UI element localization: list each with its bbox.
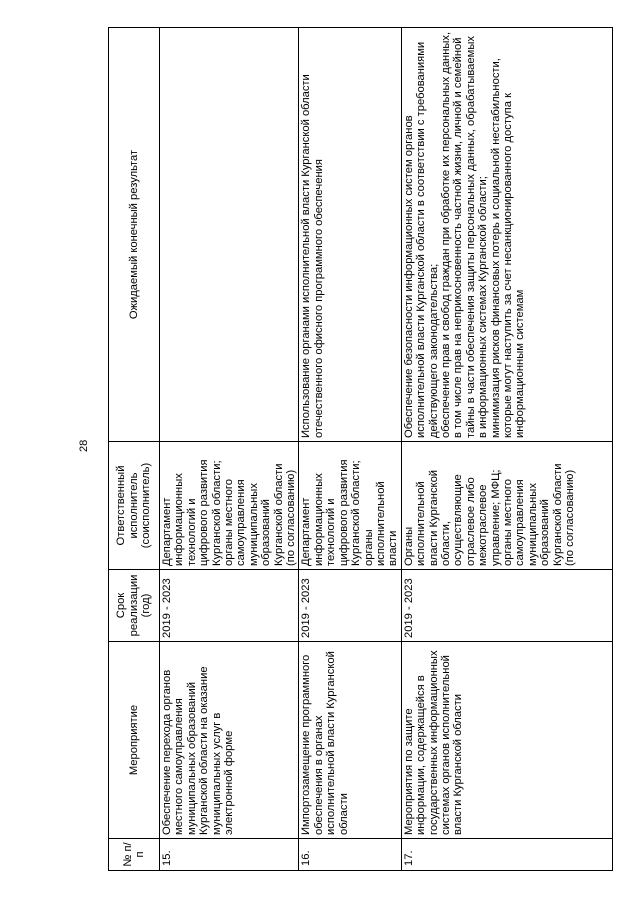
row-result (160, 28, 299, 442)
row-num: 17. (401, 839, 612, 871)
header-num: № п/п (109, 839, 160, 871)
table-header-row (109, 28, 160, 871)
header-result: Ожидаемый конечный результат (109, 28, 160, 442)
row-period: 2019 - 2023 (299, 570, 401, 642)
header-event: Мероприятие (109, 642, 160, 839)
row-num: 16. (299, 839, 401, 871)
row-event: Импортозамещение программного обеспечения в органах исполнительной власти Курганской области (299, 642, 401, 839)
header-period: Срок реализации (год) (109, 570, 160, 642)
row-result: Использование органами исполнительной власти Курганской области отечественного офисного программного обеспечения (299, 28, 401, 442)
landscape-sheet (108, 28, 613, 871)
row-period: 2019 - 2023 (401, 570, 612, 642)
table-row (299, 28, 401, 871)
row-responsible: Департамент информационных технологий и цифрового развития Курганской области; органы местного самоуправления муниципальных образований Курганской области (по согласованию) (160, 442, 299, 570)
row-event: Мероприятия по защите информации, содержащейся в государственных информационных системах органов исполнительной власти Курганской области (401, 642, 612, 839)
row-event: Обеспечение перехода органов местного самоуправления муниципальных образований Курганской области на оказание муниципальных услуг в электронной форме (160, 642, 299, 839)
header-responsible: Ответственный исполнитель (соисполнитель) (109, 442, 160, 570)
row-responsible: Органы исполнительной власти Курганской области, осуществляющие отраслевое либо межотраслевое управление; МФЦ; органы местного самоуправления муниципальных образований Курганской области (по согласованию) (401, 442, 612, 570)
row-responsible: Департамент информационных технологий и цифрового развития Курганской области; органы исполнительной власти (299, 442, 401, 570)
row-result (401, 28, 612, 442)
table-row (401, 28, 612, 871)
table-row (160, 28, 299, 871)
row-num: 15. (160, 839, 299, 871)
result-line: обеспечение прав и свобод граждан при обработке их персональных данных, в том числе прав на неприкосновенность частной жизни, личной и семейной тайны в части обеспечения защиты персональных данных, обрабатываемых в информационных системах Курганской области; (439, 31, 490, 438)
result-line: минимизация рисков финансовых потерь и социальной нестабильности, которые могут наступить за счет несанкционированного доступа к информационным системам (489, 58, 527, 438)
page-number: 28 (78, 439, 90, 452)
result-line: Обеспечение безопасности информационных систем органов исполнительной власти Курганской области в соответствии с требованиями действующего законодательства; (402, 41, 440, 438)
row-period: 2019 - 2023 (160, 570, 299, 642)
measures-table (108, 27, 613, 871)
